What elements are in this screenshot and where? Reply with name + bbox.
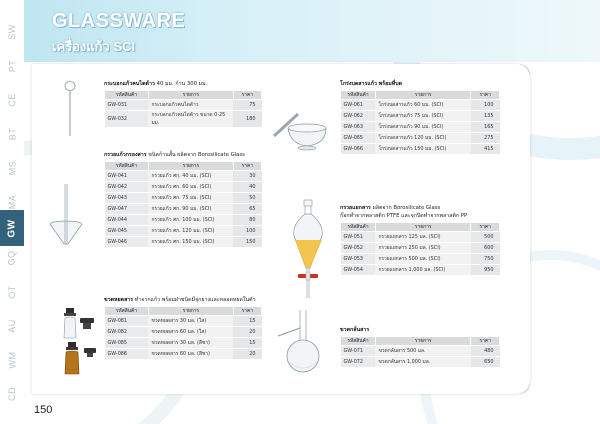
column-header-price: ราคา [471, 91, 500, 100]
stirring-rod-illustration [58, 80, 82, 138]
section-title: ขวดหยดสาร ทำจากแก้ว พร้อมฝาชนิดมีจุกยางและหลอดหยดในตัว [104, 297, 256, 303]
table-row [105, 111, 262, 128]
column-header-code: รหัสสินค้า [341, 223, 376, 232]
tab-ma[interactable]: MA [7, 194, 17, 210]
column-header-name: รายการ [375, 223, 470, 232]
section-subtitle: ก๊อกทำจากพลาสติก PTFE และจุกปิดทำจากพลาสติก PP [340, 213, 468, 219]
cell-name: กรวยแก้ว ศก. 60 มม. (SCI) [148, 182, 233, 193]
cell-name: กรวยแก้ว ศก. 100 มม. (SCI) [148, 215, 233, 226]
section-title: กรวยแยกสาร ผลิตจาก Borosilicate Glass [340, 205, 441, 211]
table-header-row [341, 223, 500, 232]
cell-code: GW-062 [341, 111, 376, 122]
product-table [104, 90, 262, 128]
cell-code: GW-072 [341, 357, 376, 368]
cell-price: 15 [233, 338, 261, 349]
table-row [341, 122, 500, 133]
product-table [340, 90, 500, 155]
cell-name: กระบอกแก้วคนไดด้าว ขนาด 0-25 มม. [148, 111, 233, 128]
dropper-bottles-illustration [58, 300, 102, 378]
product-table [340, 222, 500, 276]
cell-name: กรวยแยกสาร 1,000 มล. (SCI) [375, 265, 470, 276]
cell-price: 600 [471, 243, 500, 254]
funnel-illustration [46, 180, 86, 260]
table-row [105, 316, 262, 327]
table-row [341, 133, 500, 144]
mortar-pestle-illustration [270, 106, 332, 152]
product-table [104, 161, 262, 248]
cell-name: ขวดกลั่นสาร 1,000 มล. [375, 357, 470, 368]
column-header-code: รหัสสินค้า [105, 162, 149, 171]
table-row [105, 349, 262, 360]
cell-price: 950 [471, 265, 500, 276]
tab-ms[interactable]: MS [7, 160, 17, 176]
cell-name: กรวยแก้ว ศก. 150 มม. (SCI) [148, 237, 233, 248]
column-header-name: รายการ [375, 337, 470, 346]
page-title: GLASSWARE [52, 10, 186, 32]
cell-code: GW-061 [341, 100, 376, 111]
tab-sw[interactable]: SW [7, 24, 17, 40]
table-row [105, 171, 262, 182]
table-row [341, 232, 500, 243]
cell-price: 275 [471, 133, 500, 144]
section-title: โกร่งบดสารแก้ว พร้อมที่บด [340, 81, 403, 87]
tab-wm[interactable]: WM [7, 351, 17, 369]
cell-price: 75 [233, 100, 261, 111]
cell-code: GW-047 [105, 204, 149, 215]
table-row [341, 100, 500, 111]
section-title: กระบอกแก้วคนไดด้าว 40 มม. ก้าน 300 มม. [104, 81, 208, 87]
cell-name: โกร่งบดสารแก้ว 120 มม. (SCI) [375, 133, 470, 144]
cell-price: 180 [233, 111, 261, 128]
cell-name: โกร่งบดสารแก้ว 90 มม. (SCI) [375, 122, 470, 133]
cell-code: GW-053 [341, 254, 376, 265]
cell-price: 80 [233, 215, 261, 226]
cell-price: 750 [471, 254, 500, 265]
table-row [105, 100, 262, 111]
cell-code: GW-082 [105, 327, 149, 338]
column-header-name: รายการ [375, 91, 470, 100]
cell-name: กรวยแก้ว ศก. 75 มม. (SCI) [148, 193, 233, 204]
section-title: กรวยแก้วกรองสาร ชนิดก้านสั้น ผลิตจาก Borosilicate Glass [104, 152, 245, 158]
page-subtitle: เครื่องแก้ว SCI [52, 39, 136, 54]
tab-bt[interactable]: BT [6, 127, 17, 141]
table-row [105, 182, 262, 193]
cell-price: 100 [233, 226, 261, 237]
separatory-funnel-illustration [288, 198, 328, 302]
product-table [340, 336, 500, 368]
cell-code: GW-044 [105, 215, 149, 226]
table-row [341, 254, 500, 265]
cell-price: 40 [233, 182, 261, 193]
cell-code: GW-066 [341, 144, 376, 155]
table-row [341, 346, 500, 357]
cell-price: 415 [471, 144, 500, 155]
tab-ot[interactable]: OT [7, 285, 17, 299]
section-mortar [340, 80, 500, 155]
column-header-price: ราคา [233, 91, 261, 100]
cell-code: GW-071 [341, 346, 376, 357]
cell-name: กรวยแยกสาร 500 มล. (SCI) [375, 254, 470, 265]
table-row [105, 226, 262, 237]
column-header-price: ราคา [471, 337, 500, 346]
cell-code: GW-081 [105, 316, 149, 327]
table-row [341, 111, 500, 122]
table-row [105, 204, 262, 215]
column-header-code: รหัสสินค้า [105, 307, 149, 316]
table-header-row [341, 91, 500, 100]
cell-name: กรวยแก้ว ศก. 90 มม. (SCI) [148, 204, 233, 215]
table-row [105, 237, 262, 248]
column-header-price: ราคา [233, 307, 261, 316]
section-stirring-rod [104, 80, 262, 128]
tab-gq[interactable]: GQ [6, 250, 17, 266]
table-header-row [105, 91, 262, 100]
cell-name: ขวดกลั่นสาร 500 มล. [375, 346, 470, 357]
cell-name: ขวดหยดสาร 30 มล. (สีชา) [148, 338, 233, 349]
tab-pt[interactable]: PT [6, 59, 17, 73]
cell-code: GW-043 [105, 193, 149, 204]
cell-name: กระบอกแก้วคนไดด้าว [148, 100, 233, 111]
table-row [341, 243, 500, 254]
cell-name: ขวดหยดสาร 60 มล. (สีชา) [148, 349, 233, 360]
table-row [105, 338, 262, 349]
cell-price: 50 [233, 193, 261, 204]
table-row [105, 215, 262, 226]
cell-name: โกร่งบดสารแก้ว 75 มม. (SCI) [375, 111, 470, 122]
cell-code: GW-046 [105, 237, 149, 248]
cell-code: GW-052 [341, 243, 376, 254]
table-header-row [105, 307, 262, 316]
category-tabs [0, 0, 24, 424]
cell-price: 20 [233, 349, 261, 360]
cell-price: 500 [471, 232, 500, 243]
column-header-price: ราคา [233, 162, 261, 171]
cell-name: โกร่งบดสารแก้ว 150 มม. (SCI) [375, 144, 470, 155]
cell-price: 165 [471, 122, 500, 133]
cell-code: GW-031 [105, 100, 149, 111]
column-header-name: รายการ [148, 162, 233, 171]
cell-price: 15 [233, 316, 261, 327]
tab-gw[interactable]: GW [0, 210, 24, 246]
column-header-price: ราคา [471, 223, 500, 232]
cell-price: 650 [471, 357, 500, 368]
section-separatory-funnel [340, 204, 500, 276]
cell-name: กรวยแยกสาร 125 มล. (SCI) [375, 232, 470, 243]
column-header-code: รหัสสินค้า [341, 337, 376, 346]
cell-code: GW-085 [105, 338, 149, 349]
tab-ce[interactable]: CE [6, 93, 17, 107]
cell-code: GW-054 [341, 265, 376, 276]
table-row [341, 357, 500, 368]
column-header-code: รหัสสินค้า [105, 91, 149, 100]
tab-cd[interactable]: CD [7, 387, 17, 401]
table-row [105, 327, 262, 338]
cell-name: กรวยแยกสาร 250 มล. (SCI) [375, 243, 470, 254]
cell-price: 20 [233, 327, 261, 338]
table-row [105, 193, 262, 204]
cell-price: 135 [471, 111, 500, 122]
cell-code: GW-051 [341, 232, 376, 243]
table-header-row [105, 162, 262, 171]
table-row [341, 265, 500, 276]
page-number: 150 [34, 404, 53, 416]
column-header-code: รหัสสินค้า [341, 91, 376, 100]
distilling-flask-illustration [276, 306, 336, 376]
cell-price: 100 [471, 100, 500, 111]
cell-code: GW-065 [341, 133, 376, 144]
column-header-name: รายการ [148, 91, 233, 100]
cell-name: โกร่งบดสารแก้ว 60 มม. (SCI) [375, 100, 470, 111]
cell-code: GW-032 [105, 111, 149, 128]
table-row [341, 144, 500, 155]
cell-code: GW-086 [105, 349, 149, 360]
section-distilling-flask [340, 326, 500, 368]
cell-price: 150 [233, 237, 261, 248]
tab-au[interactable]: AU [6, 319, 17, 333]
cell-code: GW-063 [341, 122, 376, 133]
cell-price: 30 [233, 171, 261, 182]
cell-price: 480 [471, 346, 500, 357]
table-header-row [341, 337, 500, 346]
column-header-name: รายการ [148, 307, 233, 316]
cell-name: กรวยแก้ว ศก. 40 มม. (SCI) [148, 171, 233, 182]
section-title: ขวดกลั่นสาร [340, 327, 370, 333]
cell-name: ขวดหยดสาร 60 มล. (ใส) [148, 327, 233, 338]
product-table [104, 306, 262, 360]
cell-code: GW-042 [105, 182, 149, 193]
section-funnel [104, 151, 262, 248]
cell-price: 65 [233, 204, 261, 215]
section-dropper-bottle [104, 296, 262, 360]
cell-code: GW-041 [105, 171, 149, 182]
cell-name: ขวดหยดสาร 30 มล. (ใส) [148, 316, 233, 327]
cell-name: กรวยแก้ว ศก. 120 มม. (SCI) [148, 226, 233, 237]
cell-code: GW-045 [105, 226, 149, 237]
